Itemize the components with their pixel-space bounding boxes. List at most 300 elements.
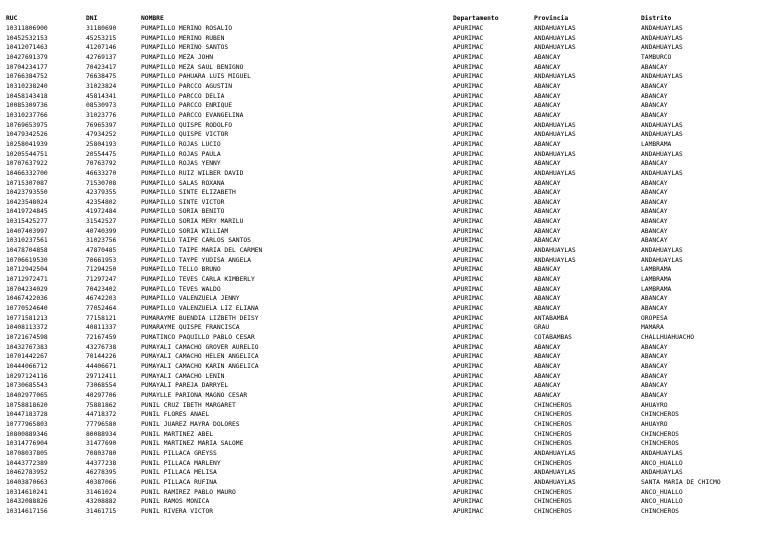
- cell-dni: 70803780: [86, 449, 117, 457]
- table-row: [6, 410, 768, 420]
- table-row: [6, 468, 768, 478]
- cell-departamento: APURIMAC: [453, 25, 484, 32]
- cell-provincia: ABANCAY: [534, 111, 561, 119]
- table-row: [6, 34, 768, 44]
- cell-ruc: 10311806900: [6, 25, 48, 32]
- table-row: [6, 459, 768, 469]
- cell-dni: 77158121: [86, 314, 117, 322]
- cell-departamento: APURIMAC: [453, 353, 484, 361]
- cell-provincia: CHINCHEROS: [534, 498, 572, 506]
- cell-dni: 40740399: [86, 227, 117, 235]
- table-row: [6, 449, 768, 459]
- cell-departamento: APURIMAC: [453, 92, 484, 100]
- cell-nombre: PUMAPILLO PARCCO EVANGELINA: [141, 111, 244, 119]
- table-row: [6, 92, 768, 102]
- cell-ruc: 10479342526: [6, 131, 48, 139]
- cell-dni: 47870485: [86, 247, 117, 255]
- cell-provincia: ANDAHUAYLAS: [534, 469, 576, 477]
- cell-departamento: APURIMAC: [453, 160, 484, 168]
- cell-ruc: 10712942504: [6, 266, 48, 274]
- cell-dni: 76638475: [86, 73, 117, 81]
- table-row: [6, 401, 768, 411]
- cell-departamento: APURIMAC: [453, 218, 484, 226]
- cell-ruc: 10419724845: [6, 208, 48, 216]
- cell-departamento: APURIMAC: [453, 121, 484, 129]
- table-row: [6, 246, 768, 256]
- table-row: [6, 323, 768, 333]
- table-row: [6, 130, 768, 140]
- cell-distrito: ABANCAY: [641, 92, 668, 100]
- table-row: [6, 63, 768, 73]
- table-row: [6, 343, 768, 353]
- cell-ruc: 10423793550: [6, 189, 48, 197]
- cell-distrito: CHINCHEROS: [641, 430, 679, 438]
- cell-distrito: LAMBRAMA: [641, 266, 672, 274]
- cell-distrito: CHALLHUAHUACHO: [641, 334, 695, 341]
- cell-provincia: ABANCAY: [534, 305, 561, 313]
- cell-provincia: CHINCHEROS: [534, 507, 572, 515]
- cell-dni: 72167459: [86, 334, 117, 341]
- cell-dni: 70661953: [86, 256, 117, 264]
- cell-distrito: ANDAHUAYLAS: [641, 449, 683, 457]
- cell-dni: 31023824: [86, 82, 117, 90]
- cell-provincia: ABANCAY: [534, 160, 561, 168]
- cell-departamento: APURIMAC: [453, 131, 484, 139]
- cell-departamento: APURIMAC: [453, 314, 484, 322]
- cell-distrito: LAMBRAMA: [641, 285, 672, 293]
- table-row: [6, 478, 768, 488]
- cell-provincia: CHINCHEROS: [534, 488, 572, 496]
- table-row: [6, 285, 768, 295]
- cell-distrito: ANDAHUAYLAS: [641, 34, 683, 42]
- cell-distrito: ANDAHUAYLAS: [641, 169, 683, 177]
- cell-ruc: 10443772389: [6, 459, 48, 467]
- cell-provincia: GRAU: [534, 324, 550, 332]
- cell-nombre: PUMAPILLO ROJAS LUCIO: [141, 140, 221, 148]
- cell-ruc: 10701442267: [6, 353, 48, 361]
- cell-provincia: ANDAHUAYLAS: [534, 169, 576, 177]
- cell-nombre: PUMAPILLO MERINO SANTOS: [141, 44, 229, 52]
- cell-provincia: CHINCHEROS: [534, 420, 572, 428]
- cell-departamento: APURIMAC: [453, 343, 484, 351]
- cell-nombre: PUMAYALI CAMACHO LENIN: [141, 372, 225, 380]
- cell-departamento: APURIMAC: [453, 401, 484, 409]
- table-row: [6, 227, 768, 237]
- cell-departamento: APURIMAC: [453, 334, 484, 341]
- cell-distrito: ANDAHUAYLAS: [641, 25, 683, 32]
- cell-provincia: ANDAHUAYLAS: [534, 449, 576, 457]
- cell-nombre: PUNIL RIVERA VICTOR: [141, 507, 214, 515]
- cell-distrito: OROPESA: [641, 314, 668, 322]
- cell-dni: 70144226: [86, 353, 117, 361]
- cell-provincia: ABANCAY: [534, 140, 561, 148]
- cell-distrito: ABANCAY: [641, 372, 668, 380]
- cell-distrito: MAMARA: [641, 324, 664, 332]
- cell-nombre: PUNIL PILLACA GREYSS: [141, 449, 217, 457]
- cell-dni: 40811337: [86, 324, 117, 332]
- cell-distrito: ABANCAY: [641, 160, 668, 168]
- cell-nombre: PUMAYALI PAREJA DARRYEL: [141, 382, 229, 390]
- cell-ruc: 10458143418: [6, 92, 48, 100]
- cell-ruc: 10314617156: [6, 507, 48, 515]
- cell-provincia: ABANCAY: [534, 372, 561, 380]
- cell-provincia: ANDAHUAYLAS: [534, 25, 576, 32]
- cell-distrito: ANDAHUAYLAS: [641, 256, 683, 264]
- cell-dni: 73068554: [86, 382, 117, 390]
- cell-distrito: ANCO_HUALLO: [641, 459, 683, 467]
- cell-dni: 70763792: [86, 160, 117, 168]
- cell-provincia: ANDAHUAYLAS: [534, 247, 576, 255]
- cell-ruc: 10403870663: [6, 478, 48, 486]
- cell-ruc: 10478704858: [6, 247, 48, 255]
- cell-provincia: ABANCAY: [534, 92, 561, 100]
- cell-departamento: APURIMAC: [453, 82, 484, 90]
- cell-provincia: CHINCHEROS: [534, 411, 572, 419]
- cell-nombre: PUNIL JUAREZ MAYRA DOLORES: [141, 420, 240, 428]
- table-row: [6, 497, 768, 507]
- cell-distrito: ANDAHUAYLAS: [641, 247, 683, 255]
- cell-dni: 42379355: [86, 189, 117, 197]
- cell-departamento: APURIMAC: [453, 362, 484, 370]
- cell-ruc: 10715307087: [6, 179, 48, 187]
- cell-ruc: 10258041939: [6, 140, 48, 148]
- table-row: [6, 150, 768, 160]
- cell-departamento: APURIMAC: [453, 430, 484, 438]
- header-dni: DNI: [86, 15, 98, 23]
- cell-nombre: PUMAPILLO TAIPE MARIA DEL CARMEN: [141, 247, 263, 255]
- table-row: [6, 362, 768, 372]
- cell-dni: 45253215: [86, 34, 117, 42]
- cell-distrito: TAMBURCO: [641, 53, 672, 61]
- cell-provincia: ABANCAY: [534, 237, 561, 245]
- table-row: [6, 333, 768, 343]
- cell-departamento: APURIMAC: [453, 459, 484, 467]
- cell-distrito: LAMBRAMA: [641, 276, 672, 284]
- cell-ruc: 10297124116: [6, 372, 48, 380]
- cell-ruc: 10707637922: [6, 160, 48, 168]
- cell-distrito: ABANCAY: [641, 305, 668, 313]
- cell-provincia: ANDAHUAYLAS: [534, 73, 576, 81]
- cell-nombre: PUMAPILLO SORIA WILLIAM: [141, 227, 229, 235]
- cell-dni: 45814341: [86, 92, 117, 100]
- cell-ruc: 10766384752: [6, 73, 48, 81]
- cell-departamento: APURIMAC: [453, 469, 484, 477]
- table-row: [6, 198, 768, 208]
- cell-nombre: PUMAPILLO MEZA SAUL BENIGNO: [141, 63, 244, 71]
- cell-nombre: PUNIL MARTINEZ MARIA SALOME: [141, 440, 244, 448]
- table-row: [6, 179, 768, 189]
- cell-provincia: ABANCAY: [534, 218, 561, 226]
- table-row: [6, 488, 768, 498]
- cell-nombre: PUMAPILLO SORIA MERY MARILU: [141, 218, 244, 226]
- cell-provincia: ANDAHUAYLAS: [534, 256, 576, 264]
- cell-provincia: ABANCAY: [534, 362, 561, 370]
- table-row: [6, 43, 768, 53]
- cell-dni: 31477690: [86, 440, 117, 448]
- cell-departamento: APURIMAC: [453, 53, 484, 61]
- cell-provincia: ABANCAY: [534, 82, 561, 90]
- cell-departamento: APURIMAC: [453, 237, 484, 245]
- table-row: [6, 439, 768, 449]
- table-header-row: [6, 14, 768, 24]
- cell-nombre: PUMAPILLO TAYPE YUDISA ANGELA: [141, 256, 251, 264]
- table-row: [6, 294, 768, 304]
- cell-distrito: ABANCAY: [641, 208, 668, 216]
- cell-ruc: 10314610241: [6, 488, 48, 496]
- cell-nombre: PUMAPILLO SALAS ROXANA: [141, 179, 225, 187]
- cell-nombre: PUMARAYME BUENDIA LIZBETH DEISY: [141, 314, 259, 322]
- cell-departamento: APURIMAC: [453, 324, 484, 332]
- cell-dni: 75881862: [86, 401, 117, 409]
- cell-dni: 76965397: [86, 121, 117, 129]
- cell-provincia: ABANCAY: [534, 179, 561, 187]
- cell-distrito: ABANCAY: [641, 218, 668, 226]
- table-row: [6, 121, 768, 131]
- cell-dni: 40297706: [86, 391, 117, 399]
- cell-departamento: APURIMAC: [453, 488, 484, 496]
- cell-distrito: ABANCAY: [641, 227, 668, 235]
- cell-departamento: APURIMAC: [453, 247, 484, 255]
- cell-departamento: APURIMAC: [453, 305, 484, 313]
- cell-dni: 25804193: [86, 140, 117, 148]
- cell-nombre: PUNIL FLORES ANAEL: [141, 411, 210, 419]
- cell-dni: 80088934: [86, 430, 117, 438]
- cell-ruc: 10432767383: [6, 343, 48, 351]
- cell-ruc: 10427691379: [6, 53, 48, 61]
- table-row: [6, 207, 768, 217]
- cell-provincia: ANDAHUAYLAS: [534, 121, 576, 129]
- cell-dni: 44377238: [86, 459, 117, 467]
- table-row: [6, 507, 768, 517]
- cell-distrito: ABANCAY: [641, 198, 668, 206]
- cell-departamento: APURIMAC: [453, 382, 484, 390]
- cell-distrito: CHINCHEROS: [641, 507, 679, 515]
- cell-dni: 46742203: [86, 295, 117, 303]
- cell-ruc: 10771581213: [6, 314, 48, 322]
- contributors-table: [6, 14, 768, 516]
- cell-ruc: 10462783952: [6, 469, 48, 477]
- cell-ruc: 10466332700: [6, 169, 48, 177]
- table-row: [6, 217, 768, 227]
- cell-ruc: 10310238240: [6, 82, 48, 90]
- cell-dni: 29712411: [86, 372, 117, 380]
- cell-nombre: PUNIL MARTINEZ ABEL: [141, 430, 214, 438]
- cell-nombre: PUNIL PILLACA MELISA: [141, 469, 217, 477]
- cell-provincia: ABANCAY: [534, 285, 561, 293]
- cell-ruc: 10310237766: [6, 111, 48, 119]
- cell-departamento: APURIMAC: [453, 420, 484, 428]
- cell-nombre: PUMAYALI CAMACHO KARIN ANGELICA: [141, 362, 259, 370]
- cell-distrito: ABANCAY: [641, 343, 668, 351]
- cell-provincia: ABANCAY: [534, 102, 561, 110]
- cell-provincia: ABANCAY: [534, 343, 561, 351]
- cell-departamento: APURIMAC: [453, 198, 484, 206]
- table-body: [6, 24, 768, 516]
- cell-departamento: APURIMAC: [453, 34, 484, 42]
- cell-dni: 31461715: [86, 507, 117, 515]
- cell-nombre: PUMAPILLO TEVES CARLA KIMBERLY: [141, 276, 255, 284]
- table-row: [6, 314, 768, 324]
- table-row: [6, 53, 768, 63]
- cell-ruc: 10402977065: [6, 391, 48, 399]
- cell-nombre: PUMAYALI CAMACHO GROVER AURELIO: [141, 343, 259, 351]
- cell-nombre: PUMAPILLO SINTE VICTOR: [141, 198, 225, 206]
- cell-departamento: APURIMAC: [453, 140, 484, 148]
- cell-dni: 71294250: [86, 266, 117, 274]
- cell-distrito: SANTA MARIA DE CHICMO: [641, 478, 721, 486]
- cell-departamento: APURIMAC: [453, 372, 484, 380]
- table-row: [6, 381, 768, 391]
- cell-departamento: APURIMAC: [453, 111, 484, 119]
- cell-provincia: ANDAHUAYLAS: [534, 478, 576, 486]
- cell-provincia: ANDAHUAYLAS: [534, 150, 576, 158]
- cell-distrito: CHINCHEROS: [641, 411, 679, 419]
- cell-ruc: 10452532153: [6, 34, 48, 42]
- cell-nombre: PUMAPILLO MERINO RUBEN: [141, 34, 225, 42]
- cell-ruc: 10704234029: [6, 285, 48, 293]
- cell-distrito: AHUAYRO: [641, 401, 668, 409]
- table-row: [6, 159, 768, 169]
- cell-distrito: ABANCAY: [641, 237, 668, 245]
- cell-dni: 31023776: [86, 111, 117, 119]
- cell-nombre: PUNIL PILLACA MARLENY: [141, 459, 221, 467]
- cell-dni: 43208882: [86, 498, 117, 506]
- cell-distrito: ABANCAY: [641, 382, 668, 390]
- cell-departamento: APURIMAC: [453, 276, 484, 284]
- cell-dni: 31542527: [86, 218, 117, 226]
- cell-departamento: APURIMAC: [453, 227, 484, 235]
- cell-distrito: ANCO_HUALLO: [641, 488, 683, 496]
- cell-dni: 31461024: [86, 488, 117, 496]
- cell-departamento: APURIMAC: [453, 63, 484, 71]
- cell-dni: 31023756: [86, 237, 117, 245]
- cell-departamento: APURIMAC: [453, 266, 484, 274]
- cell-provincia: CHINCHEROS: [534, 459, 572, 467]
- cell-provincia: ABANCAY: [534, 353, 561, 361]
- table-row: [6, 72, 768, 82]
- cell-ruc: 10447183728: [6, 411, 48, 419]
- cell-provincia: ABANCAY: [534, 295, 561, 303]
- cell-dni: 44718372: [86, 411, 117, 419]
- cell-ruc: 10708037805: [6, 449, 48, 457]
- cell-distrito: ANDAHUAYLAS: [641, 73, 683, 81]
- header-provincia: Provincia: [534, 15, 569, 23]
- cell-nombre: PUNIL RAMOS MONICA: [141, 498, 210, 506]
- cell-ruc: 10730685543: [6, 382, 48, 390]
- cell-nombre: PUMAPILLO RUIZ WILBER DAVID: [141, 169, 244, 177]
- cell-dni: 43276738: [86, 343, 117, 351]
- cell-dni: 42354802: [86, 198, 117, 206]
- cell-ruc: 10777965803: [6, 420, 48, 428]
- cell-distrito: CHINCHEROS: [641, 440, 679, 448]
- cell-ruc: 10769653975: [6, 121, 48, 129]
- cell-nombre: PUMAPILLO TELLO BRUNO: [141, 266, 221, 274]
- table-row: [6, 24, 768, 34]
- cell-nombre: PUMAPILLO SORIA BENITO: [141, 208, 225, 216]
- cell-dni: 44406671: [86, 362, 117, 370]
- cell-provincia: ABANCAY: [534, 391, 561, 399]
- cell-ruc: 10310237561: [6, 237, 48, 245]
- cell-departamento: APURIMAC: [453, 179, 484, 187]
- cell-ruc: 10412071463: [6, 44, 48, 52]
- cell-distrito: ANDAHUAYLAS: [641, 131, 683, 139]
- header-departamento: Departamento: [453, 15, 499, 23]
- cell-nombre: PUMATINCO PAQUILLO PABLO CESAR: [141, 334, 255, 341]
- cell-provincia: COTABAMBAS: [534, 334, 572, 341]
- cell-departamento: APURIMAC: [453, 102, 484, 110]
- table-row: [6, 188, 768, 198]
- cell-departamento: APURIMAC: [453, 73, 484, 81]
- cell-ruc: 10770524640: [6, 305, 48, 313]
- table-row: [6, 82, 768, 92]
- cell-distrito: ABANCAY: [641, 102, 668, 110]
- cell-dni: 31180690: [86, 25, 117, 32]
- cell-provincia: ABANCAY: [534, 276, 561, 284]
- cell-distrito: ABANCAY: [641, 82, 668, 90]
- cell-distrito: ABANCAY: [641, 189, 668, 197]
- cell-nombre: PUMAYLLE PARIONA MAGNO CESAR: [141, 391, 248, 399]
- cell-ruc: 10408113372: [6, 324, 48, 332]
- header-nombre: NOMBRE: [141, 15, 164, 23]
- table-row: [6, 256, 768, 266]
- cell-nombre: PUMAPILLO MEZA JOHN: [141, 53, 214, 61]
- cell-nombre: PUMAYALI CAMACHO HELEN ANGELICA: [141, 353, 259, 361]
- cell-departamento: APURIMAC: [453, 208, 484, 216]
- cell-provincia: ANDAHUAYLAS: [534, 131, 576, 139]
- cell-distrito: ABANCAY: [641, 179, 668, 187]
- cell-distrito: ABANCAY: [641, 362, 668, 370]
- cell-ruc: 10423548024: [6, 198, 48, 206]
- cell-ruc: 10758818620: [6, 401, 48, 409]
- cell-nombre: PUMAPILLO QUISPE RODOLFO: [141, 121, 232, 129]
- cell-departamento: APURIMAC: [453, 169, 484, 177]
- cell-provincia: CHINCHEROS: [534, 440, 572, 448]
- cell-departamento: APURIMAC: [453, 189, 484, 197]
- cell-dni: 46633270: [86, 169, 117, 177]
- cell-distrito: ANDAHUAYLAS: [641, 121, 683, 129]
- cell-departamento: APURIMAC: [453, 507, 484, 515]
- cell-departamento: APURIMAC: [453, 285, 484, 293]
- cell-nombre: PUMAPILLO MERINO ROSALIO: [141, 25, 232, 32]
- cell-dni: 70423402: [86, 285, 117, 293]
- cell-nombre: PUMAPILLO ROJAS PAULA: [141, 150, 221, 158]
- table-row: [6, 275, 768, 285]
- cell-distrito: ABANCAY: [641, 353, 668, 361]
- cell-provincia: ABANCAY: [534, 198, 561, 206]
- cell-departamento: APURIMAC: [453, 440, 484, 448]
- cell-departamento: APURIMAC: [453, 498, 484, 506]
- cell-distrito: ANDAHUAYLAS: [641, 150, 683, 158]
- cell-nombre: PUNIL PILLACA RUFINA: [141, 478, 217, 486]
- cell-ruc: 10314776904: [6, 440, 48, 448]
- cell-provincia: CHINCHEROS: [534, 401, 572, 409]
- cell-provincia: ANDAHUAYLAS: [534, 44, 576, 52]
- cell-distrito: ANCO_HUALLO: [641, 498, 683, 506]
- table-row: [6, 420, 768, 430]
- cell-distrito: ABANCAY: [641, 111, 668, 119]
- cell-departamento: APURIMAC: [453, 295, 484, 303]
- cell-dni: 77796580: [86, 420, 117, 428]
- cell-nombre: PUMAPILLO TEVES WALDO: [141, 285, 221, 293]
- cell-nombre: PUMAPILLO ROJAS YENNY: [141, 160, 221, 168]
- cell-ruc: 10315425277: [6, 218, 48, 226]
- cell-departamento: APURIMAC: [453, 449, 484, 457]
- cell-dni: 71530708: [86, 179, 117, 187]
- cell-distrito: ABANCAY: [641, 295, 668, 303]
- cell-provincia: ABANCAY: [534, 63, 561, 71]
- cell-ruc: 10467422036: [6, 295, 48, 303]
- cell-ruc: 10721674598: [6, 334, 48, 341]
